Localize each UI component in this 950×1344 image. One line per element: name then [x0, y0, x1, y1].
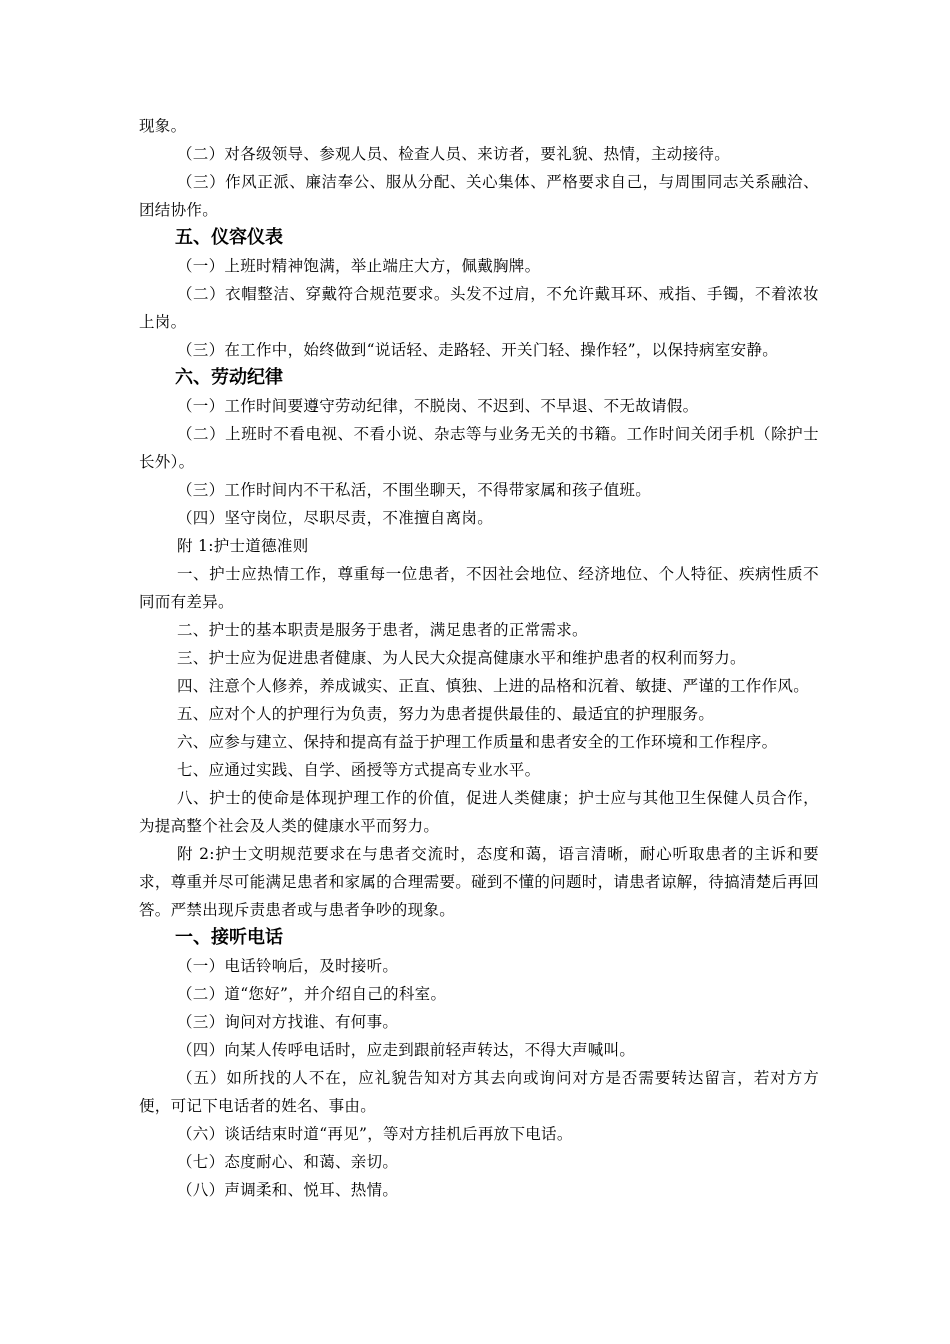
paragraph: 二、护士的基本职责是服务于患者，满足患者的正常需求。: [177, 621, 588, 639]
paragraph-continuation: 现象。: [139, 117, 187, 135]
paragraph: （三）作风正派、廉洁奉公、服从分配、关心集体、严格要求自己，与周围同志关系融洽、团结协作。: [139, 173, 819, 219]
paragraph: 八、护士的使命是体现护理工作的价值，促进人类健康；护士应与其他卫生保健人员合作，为提高整个社会及人类的健康水平而努力。: [139, 789, 819, 835]
paragraph: （一）上班时精神饱满，举止端庄大方，佩戴胸牌。: [177, 257, 541, 275]
paragraph: （六）谈话结束时道“再见”，等对方挂机后再放下电话。: [177, 1125, 573, 1143]
paragraph: （二）上班时不看电视、不看小说、杂志等与业务无关的书籍。工作时间关闭手机（除护士长外）。: [139, 425, 819, 471]
paragraph: （八）声调柔和、悦耳、热情。: [177, 1181, 399, 1199]
paragraph: （二）对各级领导、参观人员、检查人员、来访者，要礼貌、热情，主动接待。: [177, 145, 731, 163]
paragraph: 五、应对个人的护理行为负责，努力为患者提供最佳的、最适宜的护理服务。: [177, 705, 715, 723]
paragraph: （七）态度耐心、和蔼、亲切。: [177, 1153, 399, 1171]
appendix-title: 附 1:护士道德准则: [177, 537, 309, 555]
paragraph: （一）电话铃响后，及时接听。: [177, 957, 399, 975]
appendix-paragraph: 附 2:护士文明规范要求在与患者交流时，态度和蔼，语言清晰，耐心听取患者的主诉和要求，尊重并尽可能满足患者和家属的合理需要。碰到不懂的问题时，请患者谅解，待搞清楚后再回答。严禁出现斥责患者或与患者争吵的现象。: [139, 845, 819, 919]
section-heading-appearance: 五、仪容仪表: [175, 227, 283, 248]
paragraph: （三）工作时间内不干私活，不围坐聊天，不得带家属和孩子值班。: [177, 481, 652, 499]
paragraph: （一）工作时间要遵守劳动纪律，不脱岗、不迟到、不早退、不无故请假。: [177, 397, 699, 415]
paragraph: （四）坚守岗位，尽职尽责，不准擅自离岗。: [177, 509, 494, 527]
paragraph: （二）道“您好”，并介绍自己的科室。: [177, 985, 447, 1003]
paragraph: 六、应参与建立、保持和提高有益于护理工作质量和患者安全的工作环境和工作程序。: [177, 733, 778, 751]
paragraph: （二）衣帽整洁、穿戴符合规范要求。头发不过肩，不允许戴耳环、戒指、手镯，不着浓妆上岗。: [139, 285, 819, 331]
paragraph: 七、应通过实践、自学、函授等方式提高专业水平。: [177, 761, 541, 779]
paragraph: （五）如所找的人不在，应礼貌告知对方其去向或询问对方是否需要转达留言，若对方方便，可记下电话者的姓名、事由。: [139, 1069, 819, 1115]
section-heading-answer-phone: 一、接听电话: [175, 927, 283, 948]
paragraph: 一、护士应热情工作，尊重每一位患者，不因社会地位、经济地位、个人特征、疾病性质不同而有差异。: [139, 565, 819, 611]
paragraph: （四）向某人传呼电话时，应走到跟前轻声转达，不得大声喊叫。: [177, 1041, 636, 1059]
paragraph: 四、注意个人修养，养成诚实、正直、慎独、上进的品格和沉着、敏捷、严谨的工作作风。: [177, 677, 810, 695]
paragraph: （三）询问对方找谁、有何事。: [177, 1013, 399, 1031]
document-page: [139, 112, 819, 1204]
paragraph: （三）在工作中，始终做到“说话轻、走路轻、开关门轻、操作轻”，以保持病室安静。: [177, 341, 779, 359]
section-heading-labor-discipline: 六、劳动纪律: [175, 367, 283, 388]
paragraph: 三、护士应为促进患者健康、为人民大众提高健康水平和维护患者的权利而努力。: [177, 649, 746, 667]
